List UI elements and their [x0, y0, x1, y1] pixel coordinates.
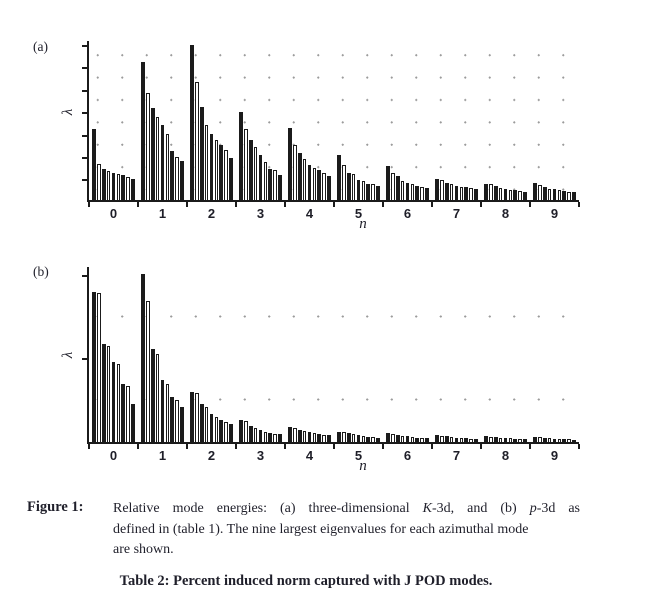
bar [386, 166, 390, 200]
bar [107, 346, 111, 442]
bar [440, 436, 444, 442]
caption-line [113, 540, 580, 561]
bar [415, 186, 419, 200]
bar-group-n3 [236, 112, 285, 200]
bar [553, 439, 557, 442]
bar [219, 420, 223, 442]
bar-group-n0 [89, 292, 138, 442]
y-axis-tick [82, 67, 88, 69]
bar [268, 433, 272, 442]
x-axis-tick-label: 3 [256, 206, 265, 221]
x-axis-tick-label: 0 [109, 448, 118, 463]
bar [170, 397, 174, 442]
bar [401, 436, 405, 442]
x-axis-tick-label: 7 [452, 206, 461, 221]
bar [494, 186, 498, 200]
bar [533, 183, 537, 200]
bar-group-n9 [530, 437, 579, 442]
x-axis-tick-label: 8 [501, 206, 510, 221]
bar [224, 422, 228, 442]
bar [425, 188, 429, 200]
caption-text: -3d, and (b) [431, 501, 530, 516]
bar [337, 155, 341, 200]
bar [420, 438, 424, 442]
bar-group-n7 [432, 179, 481, 200]
bar [146, 93, 150, 200]
bar [371, 437, 375, 442]
y-axis-tick [82, 275, 88, 277]
bar-group-n5 [334, 432, 383, 442]
y-axis-tick [82, 90, 88, 92]
x-axis-tick-label: 5 [354, 206, 363, 221]
bar [548, 189, 552, 200]
bar-group-n2 [187, 45, 236, 200]
table-2-heading: Table 2: Percent induced norm captured with J POD modes. [119, 573, 493, 589]
bar [254, 147, 258, 200]
bar [215, 140, 219, 200]
bar [249, 140, 253, 200]
x-axis-tick-label: 1 [158, 448, 167, 463]
caption-italic-term: p [529, 501, 537, 516]
bar [190, 392, 194, 442]
bar [469, 439, 473, 442]
bar [401, 181, 405, 200]
bar-group-n6 [383, 433, 432, 442]
bar [166, 384, 170, 442]
bar [548, 438, 552, 442]
bar [293, 428, 297, 442]
bar-group-n1 [138, 274, 187, 442]
bar [445, 183, 449, 200]
bar [298, 430, 302, 442]
bar [352, 434, 356, 442]
bar [298, 153, 302, 200]
bar-group-n4 [285, 128, 334, 200]
bar [224, 150, 228, 200]
bar [288, 128, 292, 200]
bar [538, 437, 542, 442]
caption-text: are shown. [113, 542, 174, 557]
bar [484, 436, 488, 442]
bar [499, 188, 503, 200]
x-axis-tick-label: 4 [305, 448, 314, 463]
bar [273, 170, 277, 200]
bar [313, 168, 317, 200]
bar [523, 439, 527, 442]
bar [102, 344, 106, 442]
x-axis-tick-label: 0 [109, 206, 118, 221]
bar [558, 439, 562, 442]
bar [131, 404, 135, 442]
bar [195, 82, 199, 200]
bar [200, 107, 204, 200]
caption-text: Relative mode energies: (a) three-dimensional [113, 501, 423, 516]
bar-group-n3 [236, 420, 285, 442]
bar [513, 190, 517, 200]
bar [229, 158, 233, 200]
bar [489, 437, 493, 442]
bar [190, 45, 194, 200]
bar [538, 185, 542, 200]
bar [254, 428, 258, 442]
bar [450, 184, 454, 200]
bar [553, 189, 557, 200]
bar [308, 432, 312, 442]
bar [445, 436, 449, 442]
bar [175, 400, 179, 442]
bar [293, 145, 297, 200]
bar [205, 407, 209, 442]
panel-b-xlabel-n: n [359, 458, 367, 474]
bar [141, 62, 145, 200]
bar [347, 433, 351, 442]
x-axis-tick-label: 5 [354, 448, 363, 463]
x-axis-tick-label: 6 [403, 448, 412, 463]
bar [317, 434, 321, 442]
bar [567, 192, 571, 200]
bar [425, 438, 429, 442]
bar [322, 173, 326, 200]
x-axis-tick-label: 1 [158, 206, 167, 221]
bar [347, 173, 351, 200]
bar [278, 175, 282, 200]
bar [376, 186, 380, 200]
bar [121, 384, 125, 442]
bar [303, 431, 307, 442]
bar [239, 420, 243, 442]
bar [469, 188, 473, 200]
bar-group-n8 [481, 436, 530, 442]
bar [518, 439, 522, 442]
panel-b-label: (b) [33, 264, 49, 279]
x-axis-tick-label: 7 [452, 448, 461, 463]
y-axis-tick [82, 135, 88, 137]
bar [117, 174, 121, 200]
bar [219, 145, 223, 200]
bar-group-n7 [432, 435, 481, 442]
bar [322, 435, 326, 442]
bar [386, 433, 390, 442]
bar [562, 191, 566, 200]
bar [166, 134, 170, 200]
x-axis-tick-label: 2 [207, 206, 216, 221]
bar [303, 159, 307, 200]
bar [450, 437, 454, 442]
bar [126, 177, 130, 200]
bar [131, 179, 135, 200]
bar [558, 190, 562, 200]
y-axis-tick [82, 157, 88, 159]
bar [572, 440, 576, 442]
bar [264, 162, 268, 200]
bar [215, 417, 219, 442]
figure-caption-label: Figure 1: [27, 499, 84, 515]
bar-group-n5 [334, 155, 383, 200]
bar [156, 354, 160, 442]
x-axis-tick-label: 9 [550, 448, 559, 463]
bar [415, 438, 419, 442]
caption-italic-term: K [422, 501, 432, 516]
bar [121, 175, 125, 200]
caption-line [113, 520, 580, 541]
bar [239, 112, 243, 200]
bar [112, 173, 116, 200]
bar [200, 404, 204, 442]
bar [572, 192, 576, 200]
bar [376, 438, 380, 442]
bar [337, 432, 341, 442]
bar-group-n0 [89, 129, 138, 200]
bar [391, 434, 395, 442]
bar [313, 433, 317, 442]
panel-b-ylabel-lambda: λ [59, 351, 76, 359]
bar [420, 187, 424, 200]
bar [264, 432, 268, 442]
bar [210, 134, 214, 200]
bar [460, 438, 464, 442]
bar [210, 414, 214, 442]
bar [562, 439, 566, 442]
bar [499, 438, 503, 442]
bar [244, 421, 248, 442]
caption-line [113, 499, 580, 520]
bar [464, 438, 468, 442]
bar [317, 170, 321, 200]
bar [259, 155, 263, 200]
bar [543, 187, 547, 200]
bar [533, 437, 537, 442]
bar [161, 380, 165, 442]
bar [342, 432, 346, 442]
bar [92, 129, 96, 200]
bar [151, 349, 155, 442]
bar [366, 184, 370, 200]
x-axis-tick-label: 3 [256, 448, 265, 463]
y-axis-tick [82, 45, 88, 47]
bar [474, 439, 478, 442]
bar [518, 191, 522, 200]
bar [107, 171, 111, 200]
bar [435, 179, 439, 200]
bar-group-n9 [530, 183, 579, 200]
bar [288, 427, 292, 442]
bar-group-n4 [285, 427, 334, 442]
bar [406, 436, 410, 442]
bar [97, 164, 101, 200]
bar [112, 362, 116, 442]
bar [489, 184, 493, 200]
bar [474, 189, 478, 200]
x-axis-tick-label: 2 [207, 448, 216, 463]
bar [440, 180, 444, 200]
bar [327, 435, 331, 442]
bar [170, 151, 174, 200]
bar [484, 184, 488, 200]
panel-a-ylabel-lambda: λ [59, 108, 76, 116]
bar [229, 424, 233, 442]
panel-a-label: (a) [33, 39, 48, 54]
bar [175, 157, 179, 200]
bar [308, 165, 312, 200]
bar [278, 434, 282, 442]
bar-group-n6 [383, 166, 432, 200]
y-axis-tick [82, 358, 88, 360]
caption-text: -3d as [536, 501, 581, 516]
bar [180, 407, 184, 442]
x-axis-tick-label: 6 [403, 206, 412, 221]
bar [195, 393, 199, 442]
bar-group-n2 [187, 392, 236, 442]
y-axis-tick [82, 112, 88, 114]
bar [126, 386, 130, 442]
bar [391, 173, 395, 200]
x-axis-tick-label: 4 [305, 206, 314, 221]
bar [146, 301, 150, 442]
bar [371, 184, 375, 200]
bar [435, 435, 439, 442]
bar [411, 437, 415, 442]
bar [504, 189, 508, 200]
bar [543, 438, 547, 442]
bar-group-n1 [138, 62, 187, 200]
bar [92, 292, 96, 442]
bar [513, 439, 517, 442]
bar [352, 174, 356, 200]
bar [102, 169, 106, 200]
bar [342, 165, 346, 200]
x-axis-tick-label: 9 [550, 206, 559, 221]
x-axis-tick-label: 8 [501, 448, 510, 463]
bar [411, 184, 415, 200]
bar [494, 437, 498, 442]
bar-chart-panel-a [87, 41, 579, 221]
bar [464, 187, 468, 200]
bar [268, 169, 272, 200]
bar [455, 186, 459, 200]
bar [567, 439, 571, 442]
bar [156, 117, 160, 200]
bar [406, 183, 410, 200]
bar [327, 176, 331, 200]
bar-group-n8 [481, 184, 530, 200]
bar [151, 108, 155, 200]
bar [259, 430, 263, 442]
bar [357, 180, 361, 200]
bar [161, 125, 165, 200]
bar [117, 364, 121, 442]
bar-chart-panel-b [87, 267, 579, 463]
bar [141, 274, 145, 442]
bar [509, 438, 513, 442]
bar [509, 190, 513, 200]
bar [396, 435, 400, 442]
bar [460, 187, 464, 200]
bar [249, 426, 253, 442]
bar [357, 435, 361, 442]
bar [504, 438, 508, 442]
bar [523, 192, 527, 200]
bar [180, 161, 184, 200]
bar [97, 293, 101, 442]
bar [273, 434, 277, 442]
bar [396, 176, 400, 200]
y-axis-tick [82, 179, 88, 181]
bar [362, 181, 366, 200]
bar [244, 129, 248, 200]
bar [455, 438, 459, 442]
figure-caption-text [113, 499, 580, 561]
bar [205, 125, 209, 200]
bar [362, 436, 366, 442]
bar [366, 437, 370, 442]
caption-text: defined in (table 1). The nine largest eigenvalues for each azimuthal mode [113, 521, 529, 537]
panel-a-xlabel-n: n [359, 216, 367, 232]
